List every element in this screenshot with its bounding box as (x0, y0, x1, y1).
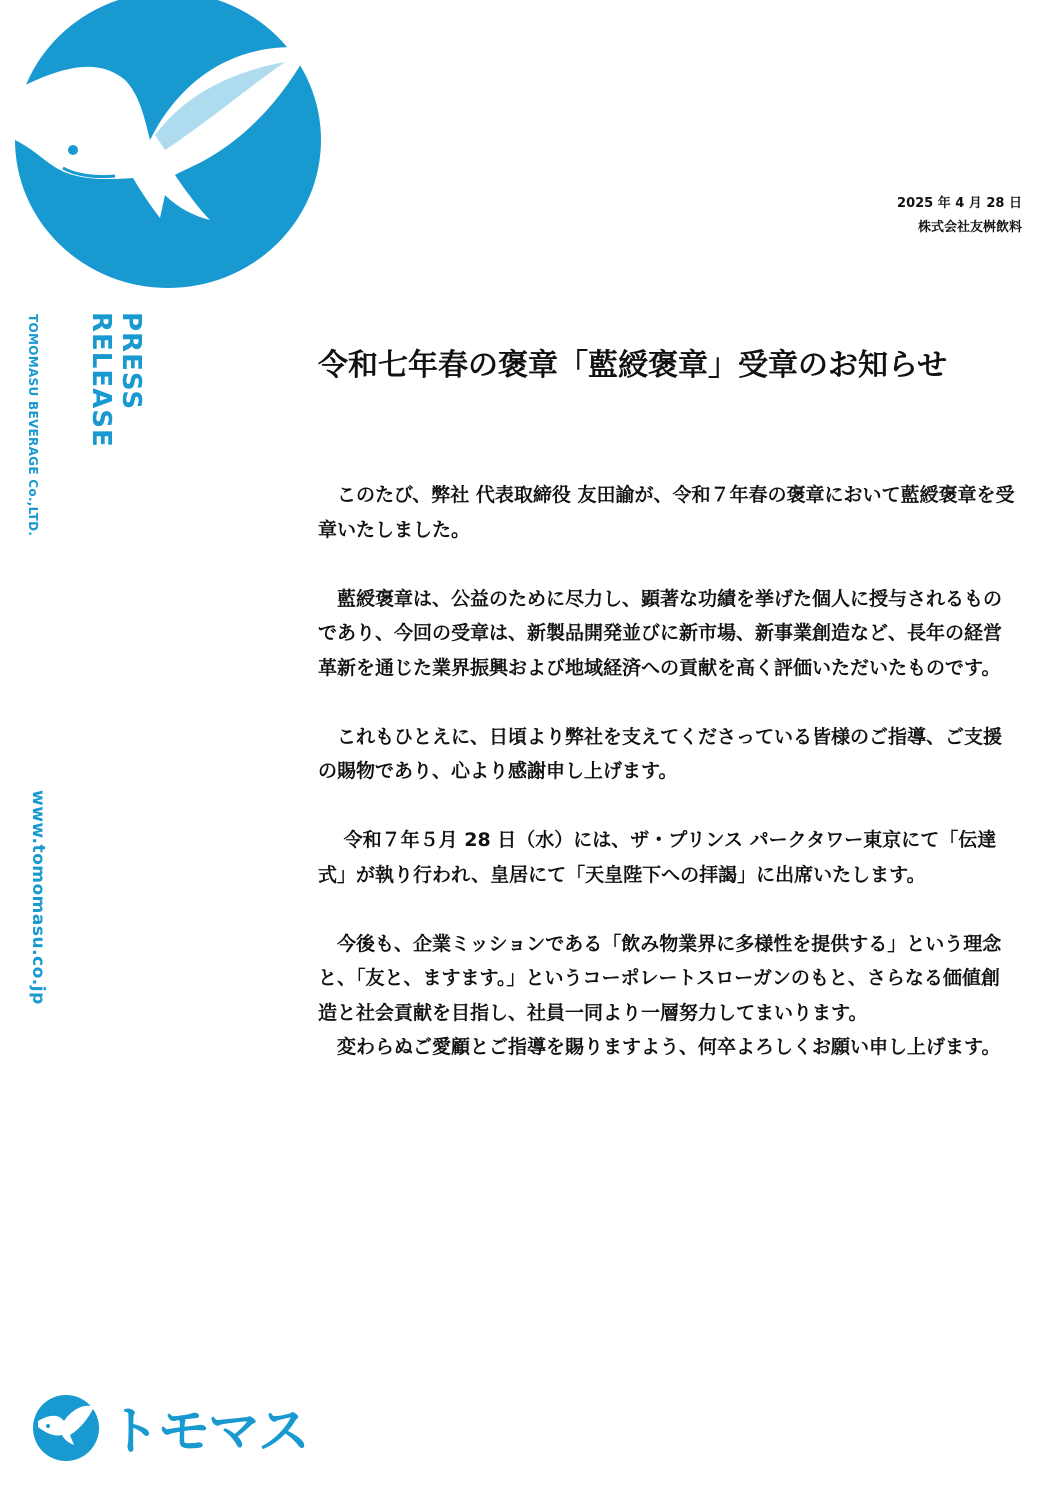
footer-brand-text: トモマス (108, 1402, 309, 1462)
document-body (318, 478, 1018, 1065)
company-english-name: TOMOMASU BEVERAGE Co.,LTD. (26, 314, 40, 537)
paragraph: このたび、弊社 代表取締役 友田諭が、令和７年春の褒章において藍綬褒章を受章いたしました。 (318, 484, 1015, 541)
paragraph: 今後も、企業ミッションである「飲み物業界に多様性を提供する」という理念と、「友と、ますます。」というコーポレートスローガンのもと、さらなる価値創造と社会貢献を目指し、社員一同より一層努力してまいります。 (318, 932, 1002, 1024)
paragraph: 令和７年５月 28 日（水）には、ザ・プリンス パークタワー東京にて「伝達式」が執り行われ、皇居にて「天皇陛下への拝謁」に出席いたします。 (318, 829, 997, 886)
paragraph: 変わらぬご愛顧とご指導を賜りますよう、何卒よろしくお願い申し上げます。 (318, 1036, 1001, 1058)
press-line-2: RELEASE (86, 312, 116, 448)
paragraph: 藍綬褒章は、公益のために尽力し、顕著な功績を挙げた個人に授与されるものであり、今回の受章は、新製品開発並びに新市場、新事業創造など、長年の経営革新を通じた業界振興および地域経済への貢献を高く評価いただいたものです。 (318, 587, 1003, 679)
paragraph: これもひとえに、日頃より弊社を支えてくださっている皆様のご指導、ご支援の賜物であり、心より感謝申し上げます。 (318, 725, 1003, 782)
company-name: 株式会社友桝飲料 (917, 220, 1022, 235)
document-date: 2025 年 4 月 28 日 (897, 196, 1022, 211)
bird-logo-icon (15, 0, 321, 291)
press-release-label (86, 312, 146, 448)
website-url[interactable]: www.tomomasu.co.jp (28, 790, 48, 1005)
document-meta (897, 192, 1022, 240)
footer-brand-logo (30, 1393, 320, 1463)
page-title: 令和七年春の褒章「藍綬褒章」受章のお知らせ (318, 348, 948, 383)
press-line-1: PRESS (116, 312, 146, 411)
